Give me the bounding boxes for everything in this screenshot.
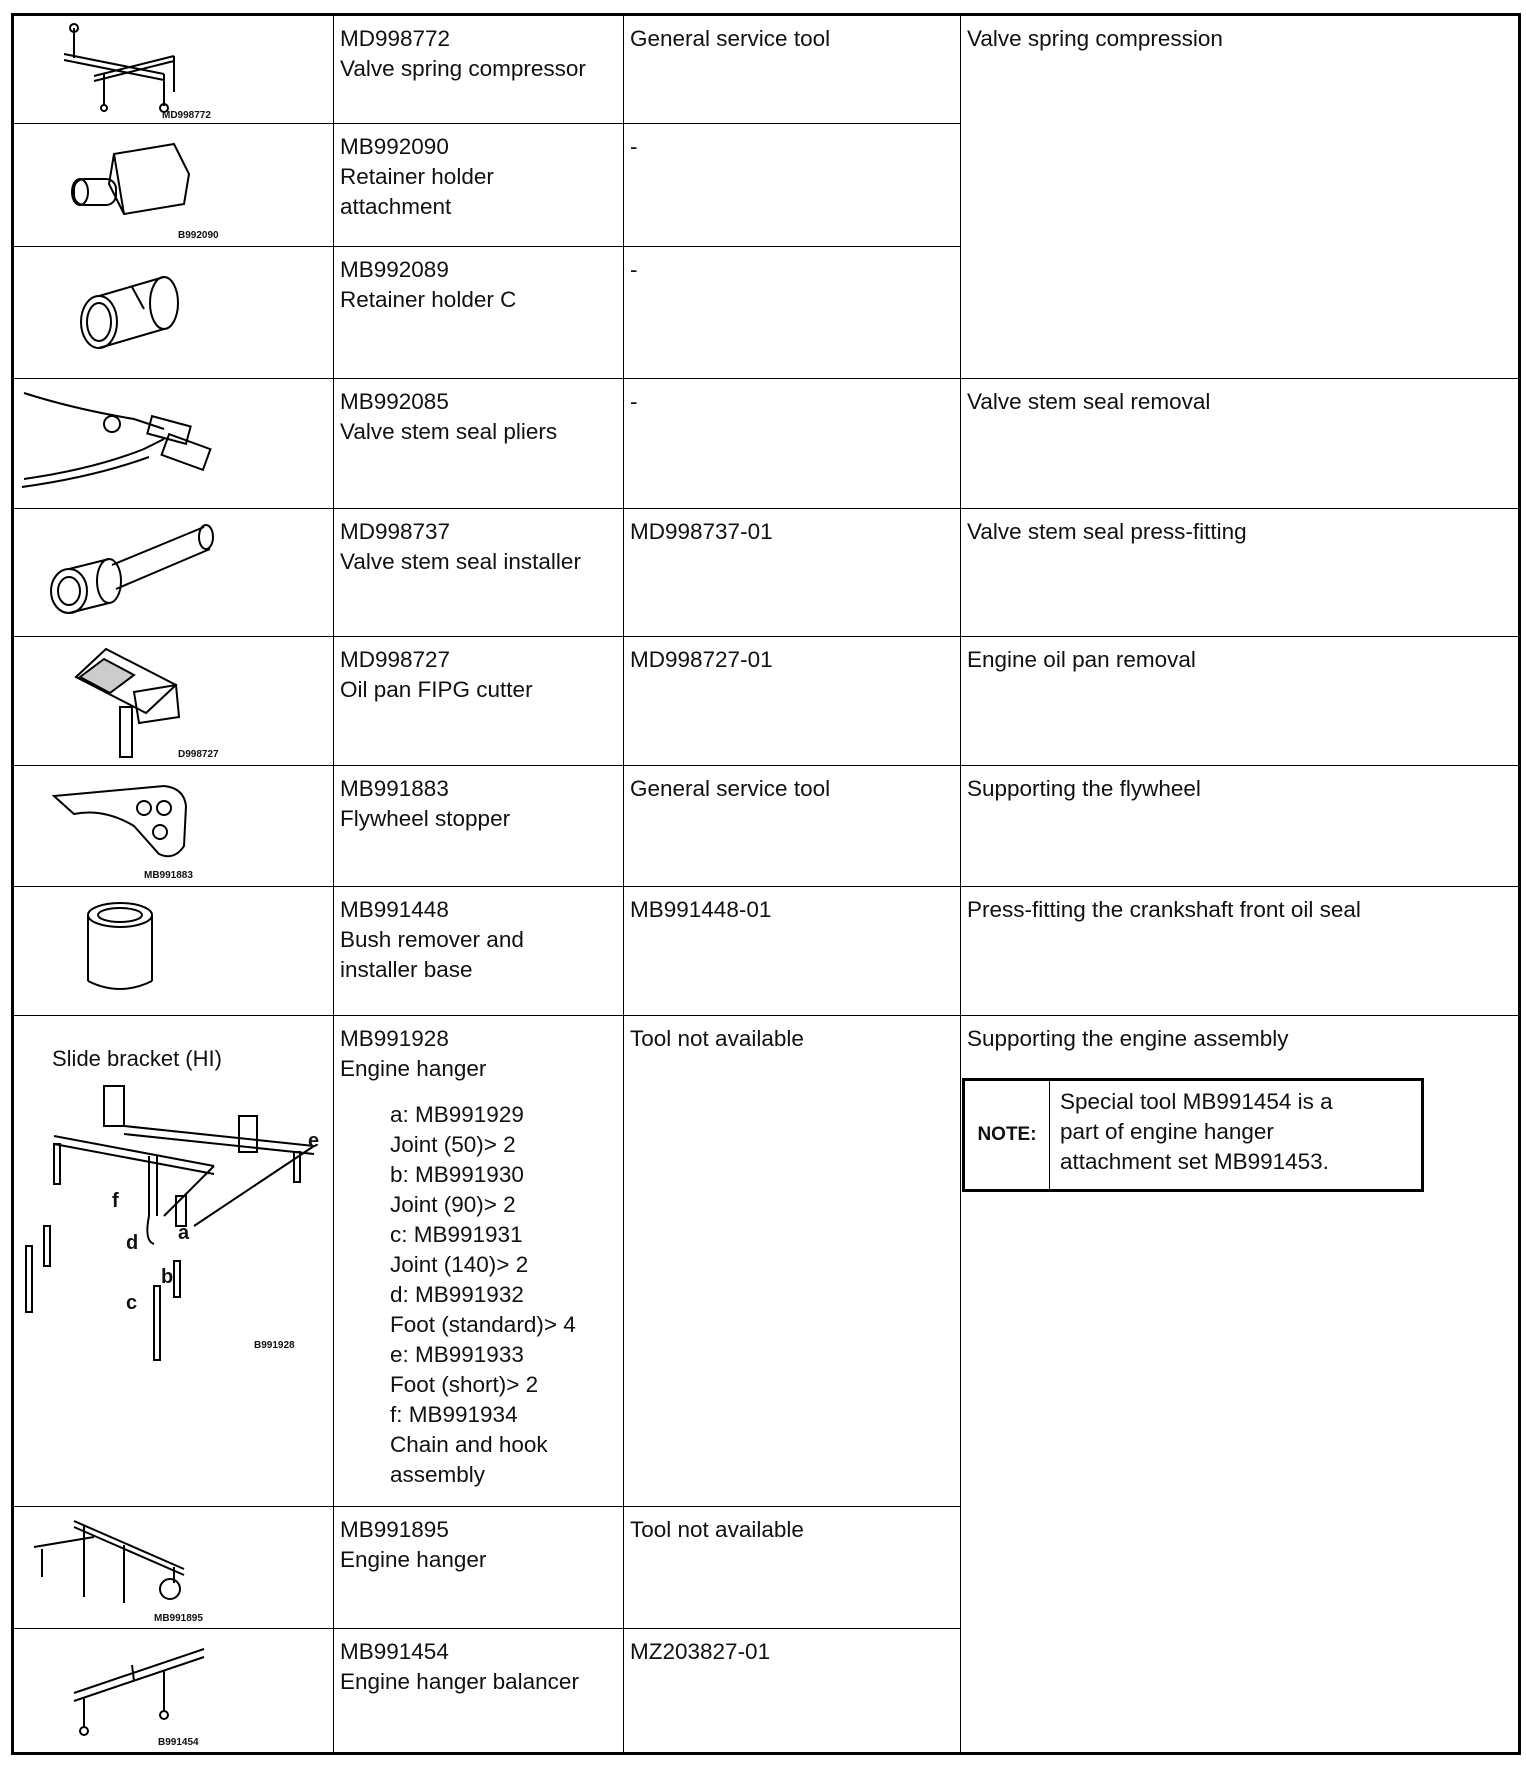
valve-spring-compressor-illustration	[14, 16, 335, 124]
note-line: Special tool MB991454 is a	[1060, 1089, 1333, 1115]
tool-number-name-cell	[334, 123, 624, 247]
tool-illustration-cell	[13, 508, 334, 637]
part-line: Foot (standard)> 4	[390, 1312, 576, 1338]
note-line: part of engine hanger	[1060, 1119, 1274, 1145]
bush-remover-installer-base-illustration	[14, 887, 335, 1015]
application-text: Supporting the engine assembly	[967, 1026, 1289, 1052]
tool-number: MD998727	[340, 647, 451, 673]
engine-hanger-balancer-illustration	[14, 1629, 335, 1753]
supersession-value: General service tool	[630, 26, 831, 51]
engine-hanger-illustration	[14, 1016, 335, 1504]
tool-name-line-2: installer base	[340, 957, 473, 983]
part-line: d: MB991932	[390, 1282, 524, 1308]
application-cell	[961, 637, 1520, 766]
tool-number-name-cell	[334, 887, 624, 1016]
supersession-cell	[624, 1506, 961, 1629]
supersession-value: MD998737-01	[630, 518, 773, 544]
special-tools-table	[11, 13, 1521, 1755]
slide-bracket-label: Slide bracket (HI)	[52, 1046, 222, 1072]
part-letter-a: a	[178, 1222, 190, 1245]
tool-name: Oil pan FIPG cutter	[340, 677, 533, 703]
part-line: Joint (90)> 2	[390, 1192, 516, 1218]
application-cell	[961, 378, 1520, 508]
part-letter-e: e	[308, 1130, 320, 1153]
application-cell	[961, 765, 1520, 887]
application-cell	[961, 887, 1520, 1016]
tool-illustration-cell	[13, 887, 334, 1016]
tool-number: MD998737	[340, 518, 451, 544]
tool-number-name-cell	[334, 1629, 624, 1754]
supersession-cell	[624, 887, 961, 1016]
supersession-cell	[624, 15, 961, 124]
supersession-cell	[624, 1629, 961, 1754]
part-line: c: MB991931	[390, 1222, 523, 1248]
tool-name: Engine hanger	[340, 1546, 487, 1572]
illustration-caption: D998727	[178, 749, 219, 761]
note-box	[962, 1078, 1424, 1192]
tool-name: Valve spring compressor	[340, 56, 586, 81]
supersession-value: MB991448-01	[630, 897, 772, 923]
tool-number-name-cell	[334, 378, 624, 508]
special-tools-table-sheet	[11, 13, 1518, 1755]
tool-illustration-cell	[13, 1016, 334, 1507]
tool-illustration-cell	[13, 637, 334, 766]
tool-number: MB991928	[340, 1026, 449, 1052]
tool-number: MB991448	[340, 897, 449, 923]
part-line: assembly	[390, 1462, 486, 1488]
application-text: Engine oil pan removal	[967, 647, 1196, 673]
table-row	[13, 508, 1520, 637]
table-row	[13, 1016, 1520, 1507]
illustration-caption: MB991895	[154, 1612, 203, 1624]
tool-number: MD998772	[340, 26, 451, 51]
supersession-value: MD998727-01	[630, 647, 773, 673]
tool-number: MB992085	[340, 388, 449, 414]
note-line: attachment set MB991453.	[1060, 1149, 1329, 1175]
part-letter-f: f	[112, 1190, 119, 1213]
application-cell	[961, 508, 1520, 637]
valve-stem-seal-pliers-illustration	[14, 379, 335, 508]
application-text: Supporting the flywheel	[967, 775, 1201, 801]
tool-name: Flywheel stopper	[340, 805, 511, 831]
tool-number: MB991895	[340, 1516, 449, 1542]
tool-illustration-cell	[13, 15, 334, 124]
supersession-value: -	[630, 388, 638, 414]
table-row	[13, 637, 1520, 766]
table-row	[13, 378, 1520, 508]
tool-number-name-cell	[334, 1016, 624, 1507]
tool-name-line-2: attachment	[340, 193, 452, 219]
tool-number-name-cell	[334, 508, 624, 637]
table-row	[13, 765, 1520, 887]
supersession-value: -	[630, 257, 638, 283]
application-text: Valve spring compression	[967, 26, 1223, 51]
part-line: b: MB991930	[390, 1162, 524, 1188]
engine-hanger-mb991895-illustration	[14, 1507, 335, 1629]
valve-stem-seal-installer-illustration	[14, 509, 335, 637]
tool-name: Valve stem seal installer	[340, 548, 581, 574]
illustration-caption: B991928	[254, 1340, 295, 1352]
tool-name: Retainer holder C	[340, 287, 517, 313]
application-cell	[961, 15, 1520, 379]
note-text	[1050, 1081, 1343, 1189]
supersession-value: Tool not available	[630, 1516, 804, 1542]
tool-name: Engine hanger	[340, 1056, 487, 1082]
part-line: a: MB991929	[390, 1102, 524, 1128]
part-line: e: MB991933	[390, 1342, 524, 1368]
illustration-caption: B991454	[158, 1737, 199, 1749]
part-line: f: MB991934	[390, 1402, 518, 1428]
retainer-holder-c-illustration	[14, 247, 335, 378]
part-line: Chain and hook	[390, 1432, 548, 1458]
illustration-caption: MB991883	[144, 869, 193, 881]
tool-illustration-cell	[13, 123, 334, 247]
supersession-cell	[624, 637, 961, 766]
tool-name: Valve stem seal pliers	[340, 418, 558, 444]
table-row	[13, 15, 1520, 124]
tool-illustration-cell	[13, 1629, 334, 1754]
tool-number-name-cell	[334, 1506, 624, 1629]
supersession-value: General service tool	[630, 775, 831, 801]
supersession-cell	[624, 765, 961, 887]
illustration-caption: B992090	[178, 229, 219, 241]
part-line: Joint (50)> 2	[390, 1132, 516, 1158]
tool-number-name-cell	[334, 637, 624, 766]
tool-illustration-cell	[13, 378, 334, 508]
part-line: Joint (140)> 2	[390, 1252, 529, 1278]
tool-illustration-cell	[13, 1506, 334, 1629]
part-letter-d: d	[126, 1232, 139, 1255]
supersession-cell	[624, 378, 961, 508]
tool-illustration-cell	[13, 247, 334, 379]
table-row	[13, 887, 1520, 1016]
supersession-cell	[624, 1016, 961, 1507]
supersession-cell	[624, 508, 961, 637]
supersession-value: MZ203827-01	[630, 1639, 771, 1665]
tool-name-line-1: Bush remover and	[340, 927, 524, 953]
part-letter-c: c	[126, 1292, 138, 1315]
tool-name-line-1: Retainer holder	[340, 163, 494, 189]
supersession-cell	[624, 247, 961, 379]
tool-illustration-cell	[13, 765, 334, 887]
supersession-value: -	[630, 133, 638, 159]
tool-number: MB992090	[340, 133, 449, 159]
application-cell	[961, 1016, 1520, 1754]
application-text: Valve stem seal removal	[967, 388, 1211, 414]
application-text: Valve stem seal press-fitting	[967, 518, 1247, 544]
tool-number-name-cell	[334, 15, 624, 124]
retainer-holder-attachment-illustration	[14, 124, 335, 247]
tool-number: MB991454	[340, 1639, 449, 1665]
supersession-cell	[624, 123, 961, 247]
application-text: Press-fitting the crankshaft front oil seal	[967, 897, 1361, 923]
tool-number-name-cell	[334, 765, 624, 887]
supersession-value: Tool not available	[630, 1026, 804, 1052]
tool-number-name-cell	[334, 247, 624, 379]
tool-number: MB991883	[340, 775, 449, 801]
oil-pan-fipg-cutter-illustration	[14, 637, 335, 765]
illustration-caption: MD998772	[162, 110, 211, 121]
note-label: NOTE:	[965, 1081, 1050, 1189]
flywheel-stopper-illustration	[14, 766, 335, 887]
part-letter-b: b	[161, 1266, 174, 1289]
part-line: Foot (short)> 2	[390, 1372, 539, 1398]
tool-number: MB992089	[340, 257, 449, 283]
tool-name: Engine hanger balancer	[340, 1669, 579, 1695]
